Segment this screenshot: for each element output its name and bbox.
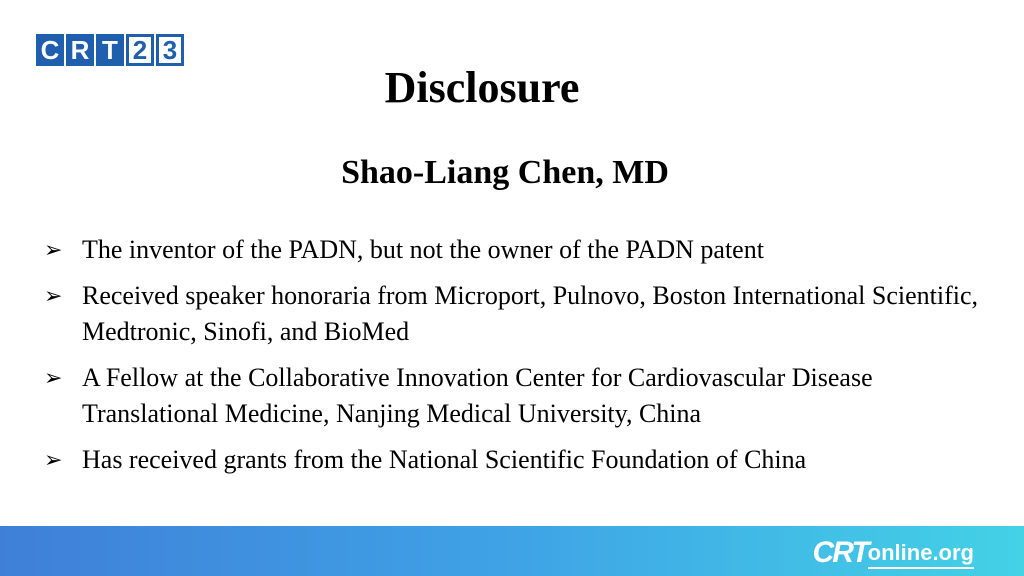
list-item: [44, 278, 984, 350]
crtonline-logo-online: online.org: [868, 539, 974, 569]
crtonline-logo: [813, 533, 974, 569]
logo-digit-3: 3: [156, 34, 184, 66]
arrow-bullet-icon: ➢: [44, 365, 63, 390]
arrow-bullet-icon: ➢: [44, 237, 63, 262]
list-item: [44, 360, 984, 432]
arrow-bullet-icon: ➢: [44, 283, 63, 308]
crtonline-logo-crt: CRT: [812, 536, 868, 569]
presenter-name: Shao-Liang Chen, MD: [341, 154, 669, 191]
logo-digit-2: 2: [126, 34, 154, 66]
list-item-text: The inventor of the PADN, but not the owner of the PADN patent: [82, 235, 764, 264]
list-item-text: A Fellow at the Collaborative Innovation Center for Cardiovascular Disease Translational Medicine, Nanjing Medical University, China: [82, 363, 873, 428]
arrow-bullet-icon: ➢: [44, 447, 63, 472]
logo-letter-c: C: [36, 34, 64, 66]
list-item: [44, 232, 984, 268]
disclosure-list: [44, 232, 984, 488]
list-item-text: Received speaker honoraria from Microport, Pulnovo, Boston International Scientific, Medtronic, Sinofi, and BioMed: [82, 281, 979, 346]
logo-letter-r: R: [66, 34, 94, 66]
list-item-text: Has received grants from the National Scientific Foundation of China: [82, 445, 807, 474]
slide-title: Disclosure: [384, 63, 580, 112]
logo-letter-t: T: [96, 34, 124, 66]
list-item: [44, 442, 984, 478]
footer-bar: [0, 526, 1024, 576]
